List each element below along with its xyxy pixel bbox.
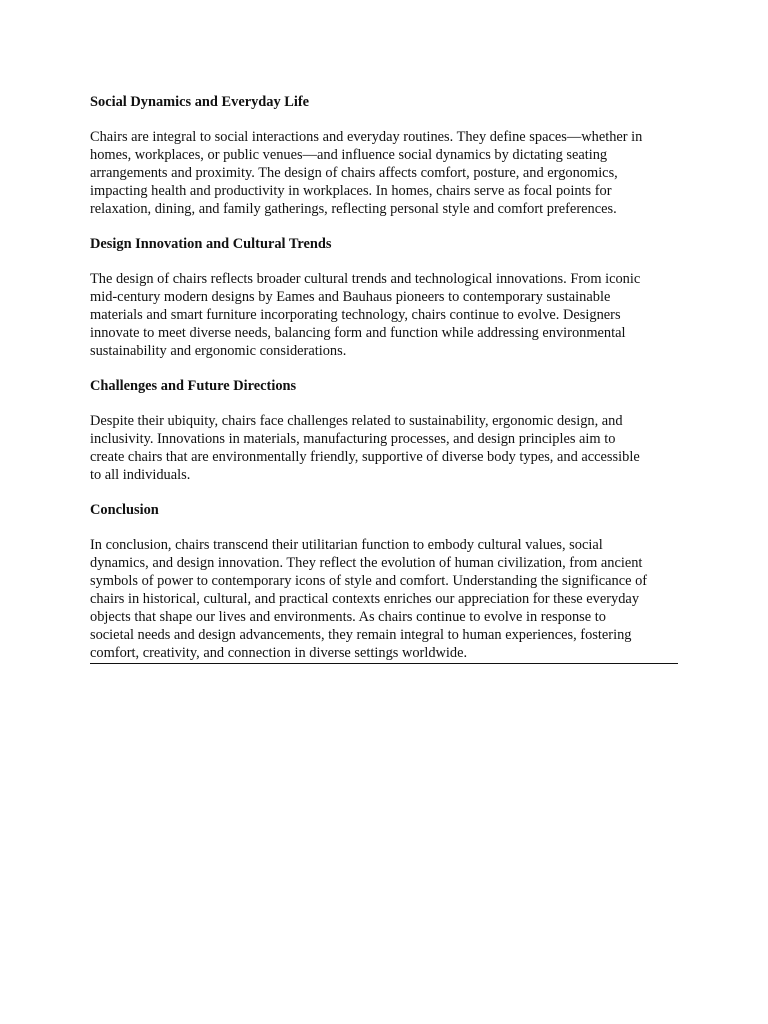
section-paragraph-social-dynamics xyxy=(90,128,678,218)
document-page xyxy=(90,93,678,664)
paragraph-line: chairs in historical, cultural, and practical contexts enriches our appreciation for these everyday xyxy=(90,591,640,607)
section-paragraph-design-innovation xyxy=(90,270,678,360)
paragraph-line: homes, workplaces, or public venues—and influence social dynamics by dictating seating xyxy=(90,147,608,163)
paragraph-line: objects that shape our lives and environments. As chairs continue to evolve in response to xyxy=(90,609,606,625)
section-paragraph-challenges xyxy=(90,412,678,484)
paragraph-line: innovate to meet diverse needs, balancing form and function while addressing environmental xyxy=(90,325,626,341)
paragraph-line: materials and smart furniture incorporating technology, chairs continue to evolve. Designers xyxy=(90,307,621,323)
paragraph-line: to all individuals. xyxy=(90,467,191,483)
section-paragraph-conclusion xyxy=(90,536,678,664)
paragraph-line: In conclusion, chairs transcend their utilitarian function to embody cultural values, social xyxy=(90,537,603,553)
section-heading-challenges: Challenges and Future Directions xyxy=(90,378,297,394)
paragraph-line: Despite their ubiquity, chairs face challenges related to sustainability, ergonomic design, and xyxy=(90,413,623,429)
paragraph-line: societal needs and design advancements, they remain integral to human experiences, fostering xyxy=(90,627,632,643)
paragraph-line: inclusivity. Innovations in materials, manufacturing processes, and design principles aim to xyxy=(90,431,616,447)
paragraph-line: create chairs that are environmentally friendly, supportive of diverse body types, and accessible xyxy=(90,449,640,465)
paragraph-line: dynamics, and design innovation. They reflect the evolution of human civilization, from ancient xyxy=(90,555,643,571)
paragraph-line: impacting health and productivity in workplaces. In homes, chairs serve as focal points for xyxy=(90,183,612,199)
paragraph-line: relaxation, dining, and family gatherings, reflecting personal style and comfort preferences. xyxy=(90,201,617,217)
paragraph-line: symbols of power to contemporary icons of style and comfort. Understanding the significance of xyxy=(90,573,648,589)
paragraph-line: arrangements and proximity. The design of chairs affects comfort, posture, and ergonomics, xyxy=(90,165,618,181)
paragraph-line: comfort, creativity, and connection in diverse settings worldwide. xyxy=(90,645,468,661)
paragraph-line: Chairs are integral to social interactions and everyday routines. They define spaces—whether in xyxy=(90,129,643,145)
paragraph-line: The design of chairs reflects broader cultural trends and technological innovations. From iconic xyxy=(90,271,641,287)
section-heading-conclusion: Conclusion xyxy=(90,502,159,518)
paragraph-line: sustainability and ergonomic considerations. xyxy=(90,343,347,359)
section-heading-social-dynamics: Social Dynamics and Everyday Life xyxy=(90,94,310,110)
section-heading-design-innovation: Design Innovation and Cultural Trends xyxy=(90,236,332,252)
paragraph-line: mid-century modern designs by Eames and Bauhaus pioneers to contemporary sustainable xyxy=(90,289,611,305)
